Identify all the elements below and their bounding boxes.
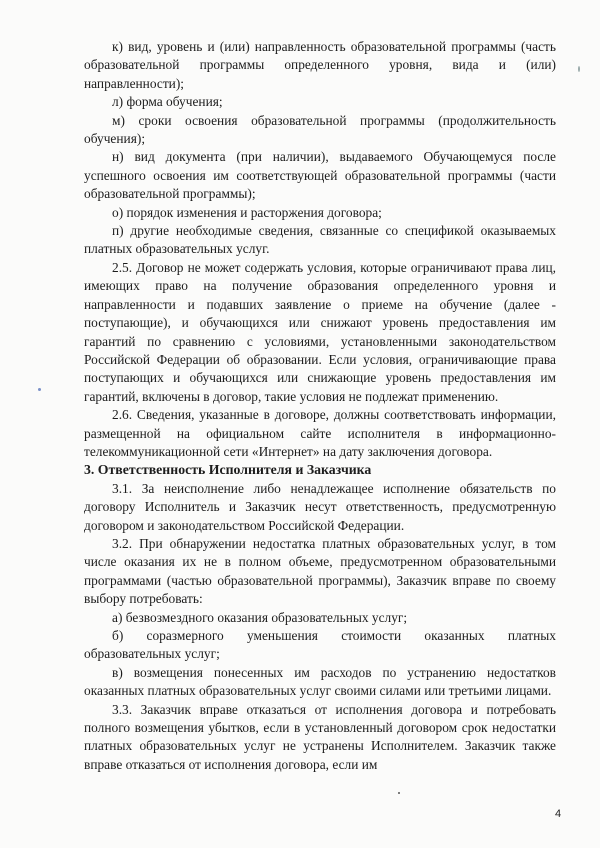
ink-speck xyxy=(38,388,41,391)
item-a: а) безвозмездного оказания образовательных услуг; xyxy=(112,609,408,625)
section-heading: 3. Ответственность Исполнителя и Заказчика xyxy=(84,462,372,478)
page-number: 4 xyxy=(555,808,562,820)
clause-3-1: 3.1. За неисполнение либо ненадлежащее исполнение обязательств по договору Исполнитель и Заказчик несут ответственность, предусмотренную договором и законодательством Российской Федерации. xyxy=(84,480,556,533)
document-body xyxy=(84,38,556,774)
clause-2-6: 2.6. Сведения, указанные в договоре, должны соответствовать информации, размещенной на официальном сайте исполнителя в информационно-телекоммуникационной сети «Интернет» на дату заключения договора. xyxy=(84,407,556,459)
item-o: о) порядок изменения и расторжения договора; xyxy=(112,204,382,220)
item-b: б) соразмерного уменьшения стоимости оказанных платных образовательных услуг; xyxy=(84,628,556,662)
item-v: в) возмещения понесенных им расходов по устранению недостатков оказанных платных образовательных услуг своими силами или третьими лицами. xyxy=(84,664,556,699)
item-k: к) вид, уровень и (или) направленность образовательной программы (часть образовательной программы определенного уровня, вида и (или) направленности); xyxy=(84,39,556,91)
clause-3-2: 3.2. При обнаружении недостатка платных образовательных услуг, в том числе оказания их не в полном объеме, предусмотренном образовательными программами (частью образовательной программы), Заказчик вправе по своему выбору потребовать: xyxy=(84,535,556,607)
clause-2-5: 2.5. Договор не может содержать условия, которые ограничивают права лиц, имеющих право на получение образования определенного уровня и направленности и подавших заявление о приеме на обучение (далее - поступающие), и обучающихся или снижают уровень предоставления им гарантий по сравнению с условиями, установленными законодательством Российской Федерации об образовании. Если условия, ограничивающие права поступающих и обучающихся или снижающие уровень предоставления им гарантий, включены в договор, такие условия не подлежат применению. xyxy=(84,259,556,404)
clause-3-3: 3.3. Заказчик вправе отказаться от исполнения договора и потребовать полного возмещения убытков, если в установленный договором срок недостатки платных образовательных услуг не устранены Исполнителем. Заказчик также вправе отказаться от исполнения договора, если им xyxy=(84,701,556,772)
ink-speck xyxy=(578,66,580,72)
ink-speck xyxy=(398,792,400,794)
item-n: н) вид документа (при наличии), выдаваемого Обучающемуся после успешного освоения им соответствующей образовательной программы (части образовательной программы); xyxy=(84,149,556,202)
item-p: п) другие необходимые сведения, связанные со спецификой оказываемых платных образовательных услуг. xyxy=(84,223,556,257)
item-l: л) форма обучения; xyxy=(112,94,223,110)
item-m: м) сроки освоения образовательной программы (продолжительность обучения); xyxy=(84,112,556,147)
